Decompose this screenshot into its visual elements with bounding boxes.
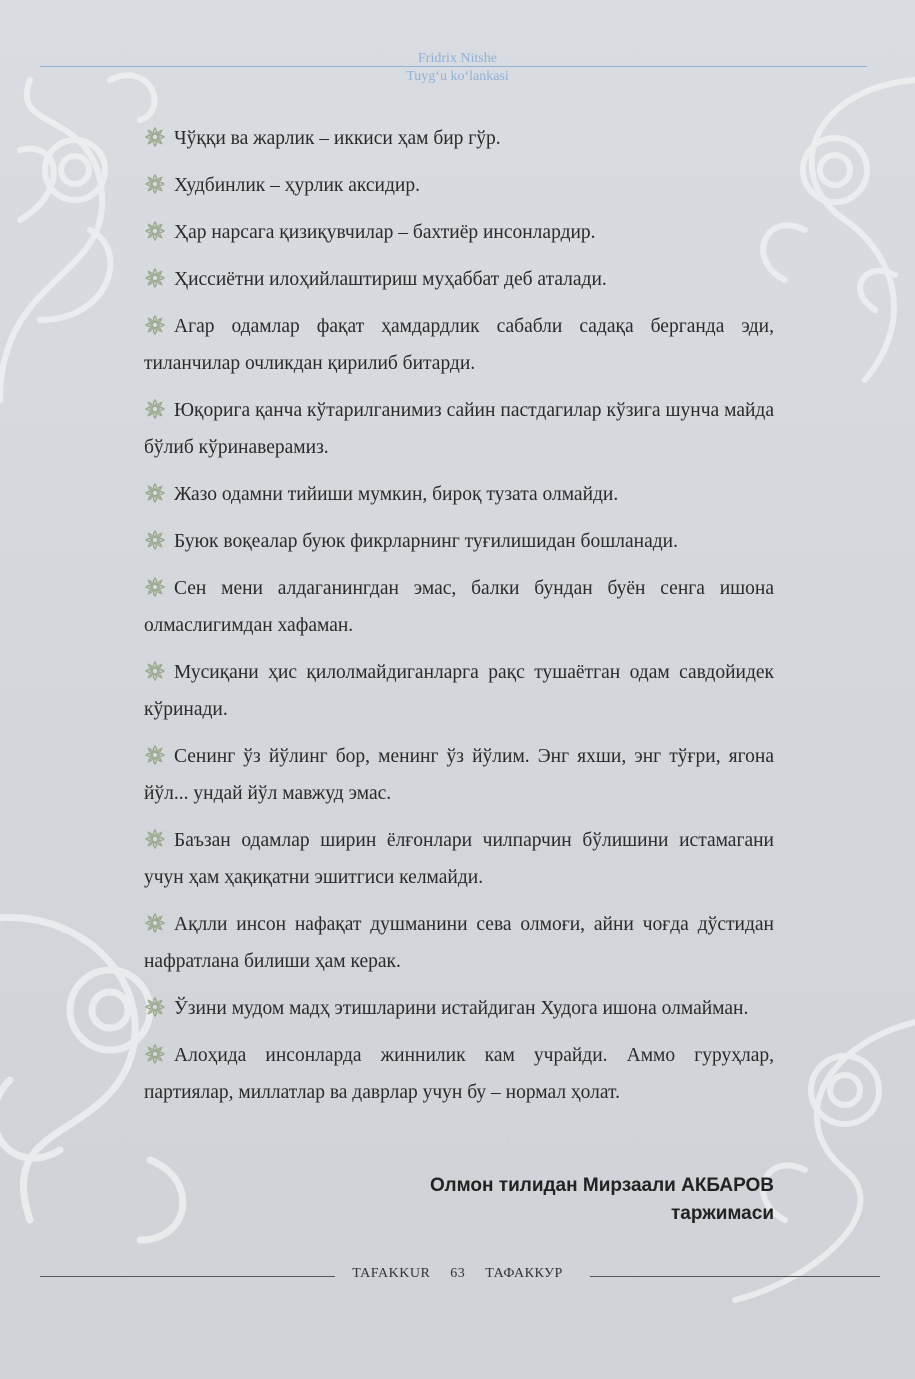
aphorism [144,990,774,1027]
aphorism-text: Сен мени алдаганингдан эмас, балки бундан буён сенга ишона олмаслигимдан хафаман. [144,578,774,636]
flower-bullet-icon [144,996,166,1018]
footer-left-label: TAFAKKUR [352,1266,431,1281]
aphorism [144,214,774,251]
aphorism [144,120,774,157]
aphorism-text: Алоҳида инсонларда жиннилик кам учрайди. Аммо гуруҳлар, партиялар, миллатлар ва даврлар учун бу – нормал ҳолат. [144,1045,774,1103]
aphorism-text: Ҳиссиётни илоҳийлаштириш муҳаббат деб аталади. [174,269,607,290]
footer-right-label: ТАФАККУР [485,1266,563,1281]
aphorism-text: Ўзини мудом мадҳ этишларини истайдиган Худога ишона олмайман. [174,998,749,1019]
aphorism [144,738,774,812]
header-title: Tuyg‘u ko‘lankasi [406,69,509,84]
aphorism-text: Чўққи ва жарлик – иккиси ҳам бир гўр. [174,128,501,149]
aphorism-text: Жазо одамни тийиши мумкин, бироқ тузата олмайди. [174,484,619,505]
aphorism-text: Сенинг ўз йўлинг бор, менинг ўз йўлим. Энг яхши, энг тўғри, ягона йўл... ундай йўл мавжуд эмас. [144,746,774,804]
aphorism-text: Юқорига қанча кўтарилганимиз сайин пастдагилар кўзига шунча майда бўлиб кўринаверамиз. [144,400,774,458]
translator-credit [380,1172,774,1228]
aphorism [144,523,774,560]
flower-bullet-icon [144,529,166,551]
page-footer [0,1266,915,1282]
aphorism [144,654,774,728]
aphorism-text: Баъзан одамлар ширин ёлғонлари чилпарчин бўлишини истамагани учун ҳам ҳақиқатни эшитгиси келмайди. [144,830,774,888]
aphorism-text: Ҳар нарсага қизиқувчилар – бахтиёр инсонлардир. [174,222,596,243]
flower-bullet-icon [144,660,166,682]
flower-bullet-icon [144,1043,166,1065]
flower-bullet-icon [144,267,166,289]
aphorism [144,822,774,896]
aphorism [144,392,774,466]
flower-bullet-icon [144,173,166,195]
header-author: Fridrix Nitshe [418,51,497,66]
flower-bullet-icon [144,220,166,242]
header-rule [40,66,867,67]
flower-bullet-icon [144,126,166,148]
aphorism-text: Худбинлик – ҳурлик аксидир. [174,175,420,196]
aphorism [144,570,774,644]
flower-bullet-icon [144,482,166,504]
flower-bullet-icon [144,576,166,598]
aphorism [144,167,774,204]
aphorism-text: Агар одамлар фақат ҳамдардлик сабабли садақа берганда эди, тиланчилар очликдан қирилиб битарди. [144,316,774,374]
aphorism [144,261,774,298]
aphorism-text: Ақлли инсон нафақат душманини сева олмоғи, айни чоғда дўстидан нафратлана билиши ҳам керак. [144,914,774,972]
page-number: 63 [450,1266,466,1281]
aphorism-list [144,120,774,1121]
flower-bullet-icon [144,912,166,934]
aphorism-text: Буюк воқеалар буюк фикрларнинг туғилишидан бошланади. [174,531,678,552]
aphorism [144,308,774,382]
aphorism [144,1037,774,1111]
aphorism [144,476,774,513]
flower-bullet-icon [144,828,166,850]
flower-bullet-icon [144,744,166,766]
flower-bullet-icon [144,314,166,336]
running-header [0,50,915,86]
aphorism [144,906,774,980]
credit-line-1: Олмон тилидан Мирзаали АКБАРОВ [430,1175,774,1196]
credit-line-2: таржимаси [671,1203,774,1224]
flower-bullet-icon [144,398,166,420]
aphorism-text: Мусиқани ҳис қилолмайдиганларга рақс тушаётган одам савдойидек кўринади. [144,662,774,720]
